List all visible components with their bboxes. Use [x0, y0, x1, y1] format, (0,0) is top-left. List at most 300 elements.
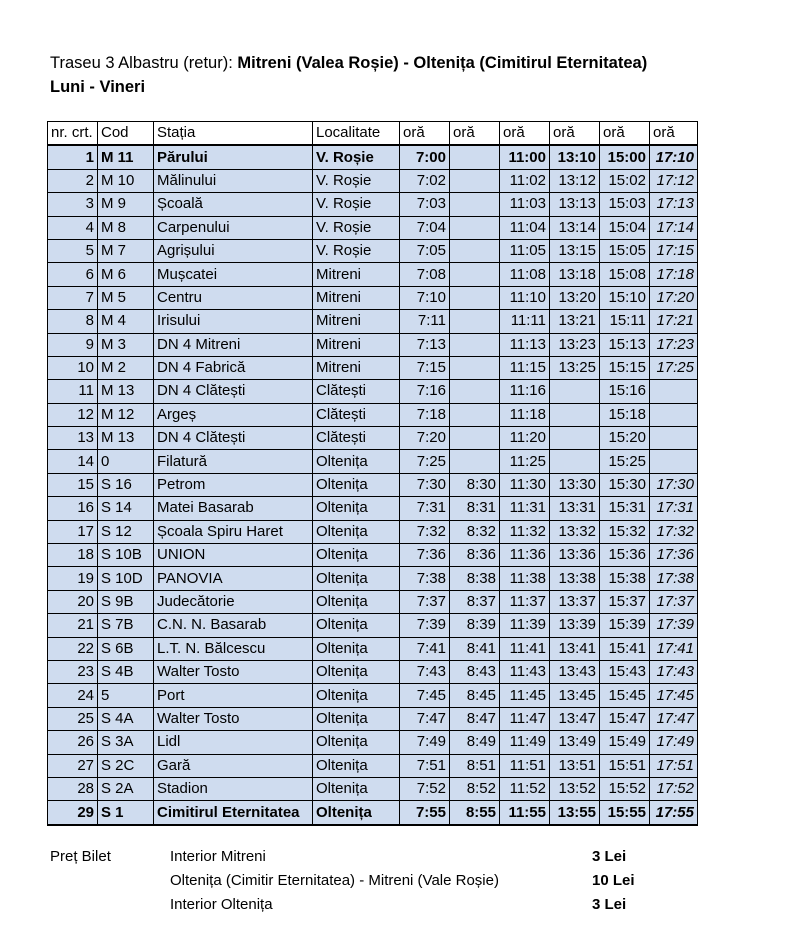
locality-cell: Oltenița — [313, 777, 400, 800]
stop-code-cell: S 1 — [98, 801, 154, 825]
time-cell: 7:08 — [400, 263, 450, 286]
time-cell: 7:37 — [400, 590, 450, 613]
time-cell: 7:03 — [400, 193, 450, 216]
stop-name-cell: Gară — [154, 754, 313, 777]
stop-code-cell: 0 — [98, 450, 154, 473]
time-cell: 17:31 — [650, 497, 698, 520]
stop-name-cell: Walter Tosto — [154, 660, 313, 683]
time-cell: 15:20 — [600, 427, 650, 450]
time-cell: 13:36 — [550, 544, 600, 567]
time-cell: 7:39 — [400, 614, 450, 637]
time-cell: 15:16 — [600, 380, 650, 403]
time-cell: 13:52 — [550, 777, 600, 800]
locality-cell: V. Roșie — [313, 216, 400, 239]
time-cell: 15:05 — [600, 239, 650, 262]
row-number-cell: 18 — [48, 544, 98, 567]
time-cell: 15:10 — [600, 286, 650, 309]
stop-code-cell: 5 — [98, 684, 154, 707]
stop-name-cell: Argeș — [154, 403, 313, 426]
time-cell — [450, 286, 500, 309]
time-cell: 13:23 — [550, 333, 600, 356]
table-row — [48, 520, 698, 543]
time-cell: 17:14 — [650, 216, 698, 239]
time-cell: 15:39 — [600, 614, 650, 637]
time-cell — [550, 380, 600, 403]
time-cell: 8:52 — [450, 777, 500, 800]
locality-cell: V. Roșie — [313, 193, 400, 216]
price-item-value: 10 Lei — [592, 872, 635, 889]
stop-code-cell: S 16 — [98, 473, 154, 496]
time-cell: 11:05 — [500, 239, 550, 262]
stop-code-cell: M 12 — [98, 403, 154, 426]
time-cell: 13:15 — [550, 239, 600, 262]
stop-code-cell: M 13 — [98, 427, 154, 450]
locality-cell: Mitreni — [313, 356, 400, 379]
stop-code-cell: M 4 — [98, 310, 154, 333]
stop-name-cell: Stadion — [154, 777, 313, 800]
stop-code-cell: S 7B — [98, 614, 154, 637]
stop-code-cell: M 3 — [98, 333, 154, 356]
time-cell: 15:55 — [600, 801, 650, 825]
time-cell: 8:43 — [450, 660, 500, 683]
stop-name-cell: Matei Basarab — [154, 497, 313, 520]
col-ora-header: oră — [450, 122, 500, 146]
time-cell: 13:41 — [550, 637, 600, 660]
time-cell: 15:15 — [600, 356, 650, 379]
table-row — [48, 473, 698, 496]
time-cell: 7:32 — [400, 520, 450, 543]
table-body — [48, 145, 698, 824]
locality-cell: Oltenița — [313, 731, 400, 754]
row-number-cell: 21 — [48, 614, 98, 637]
time-cell — [450, 169, 500, 192]
time-cell: 8:39 — [450, 614, 500, 637]
time-cell: 17:49 — [650, 731, 698, 754]
table-row — [48, 777, 698, 800]
time-cell — [550, 427, 600, 450]
row-number-cell: 17 — [48, 520, 98, 543]
time-cell: 15:08 — [600, 263, 650, 286]
time-cell: 15:41 — [600, 637, 650, 660]
locality-cell: Oltenița — [313, 660, 400, 683]
time-cell: 13:45 — [550, 684, 600, 707]
time-cell: 15:43 — [600, 660, 650, 683]
stop-name-cell: Părului — [154, 145, 313, 169]
stop-name-cell: Școala Spiru Haret — [154, 520, 313, 543]
time-cell: 7:16 — [400, 380, 450, 403]
stop-code-cell: M 11 — [98, 145, 154, 169]
time-cell: 17:12 — [650, 169, 698, 192]
row-number-cell: 23 — [48, 660, 98, 683]
time-cell: 11:13 — [500, 333, 550, 356]
stop-code-cell: S 4B — [98, 660, 154, 683]
time-cell — [450, 310, 500, 333]
time-cell: 13:20 — [550, 286, 600, 309]
time-cell: 8:47 — [450, 707, 500, 730]
stop-name-cell: Școală — [154, 193, 313, 216]
stop-name-cell: L.T. N. Bălcescu — [154, 637, 313, 660]
schedule-table — [47, 121, 698, 826]
locality-cell: Oltenița — [313, 567, 400, 590]
row-number-cell: 14 — [48, 450, 98, 473]
time-cell: 7:13 — [400, 333, 450, 356]
locality-cell: Oltenița — [313, 754, 400, 777]
time-cell: 13:32 — [550, 520, 600, 543]
col-cod-header: Cod — [98, 122, 154, 146]
table-row — [48, 333, 698, 356]
time-cell: 13:25 — [550, 356, 600, 379]
time-cell: 13:39 — [550, 614, 600, 637]
time-cell — [450, 403, 500, 426]
locality-cell: V. Roșie — [313, 169, 400, 192]
price-item-name: Oltenița (Cimitir Eternitatea) - Mitreni (Vale Roșie) — [170, 872, 499, 889]
time-cell: 11:52 — [500, 777, 550, 800]
stop-code-cell: M 9 — [98, 193, 154, 216]
table-row — [48, 660, 698, 683]
time-cell: 15:31 — [600, 497, 650, 520]
time-cell: 7:11 — [400, 310, 450, 333]
time-cell: 11:32 — [500, 520, 550, 543]
row-number-cell: 25 — [48, 707, 98, 730]
time-cell: 17:10 — [650, 145, 698, 169]
table-row — [48, 590, 698, 613]
row-number-cell: 7 — [48, 286, 98, 309]
table-row — [48, 801, 698, 825]
time-cell: 17:55 — [650, 801, 698, 825]
table-row — [48, 450, 698, 473]
stop-name-cell: PANOVIA — [154, 567, 313, 590]
time-cell: 11:49 — [500, 731, 550, 754]
locality-cell: Oltenița — [313, 590, 400, 613]
time-cell: 17:18 — [650, 263, 698, 286]
locality-cell: Oltenița — [313, 801, 400, 825]
time-cell: 15:30 — [600, 473, 650, 496]
time-cell: 11:39 — [500, 614, 550, 637]
route-title-stations: Mitreni (Valea Roșie) - Oltenița (Cimitirul Eternitatea) — [237, 54, 648, 72]
time-cell: 13:37 — [550, 590, 600, 613]
time-cell — [450, 216, 500, 239]
time-cell: 11:10 — [500, 286, 550, 309]
col-ora-header: oră — [650, 122, 698, 146]
time-cell: 11:47 — [500, 707, 550, 730]
time-cell: 13:47 — [550, 707, 600, 730]
row-number-cell: 19 — [48, 567, 98, 590]
time-cell: 7:41 — [400, 637, 450, 660]
time-cell: 7:25 — [400, 450, 450, 473]
time-cell: 17:52 — [650, 777, 698, 800]
time-cell: 17:41 — [650, 637, 698, 660]
time-cell: 7:45 — [400, 684, 450, 707]
locality-cell: Mitreni — [313, 333, 400, 356]
time-cell: 15:18 — [600, 403, 650, 426]
time-cell — [450, 427, 500, 450]
time-cell: 15:51 — [600, 754, 650, 777]
time-cell — [650, 380, 698, 403]
time-cell — [450, 239, 500, 262]
table-row — [48, 754, 698, 777]
stop-code-cell: S 6B — [98, 637, 154, 660]
locality-cell: Oltenița — [313, 473, 400, 496]
locality-cell: Mitreni — [313, 310, 400, 333]
row-number-cell: 5 — [48, 239, 98, 262]
time-cell — [450, 193, 500, 216]
time-cell: 11:43 — [500, 660, 550, 683]
locality-cell: Oltenița — [313, 450, 400, 473]
time-cell: 11:15 — [500, 356, 550, 379]
time-cell — [550, 403, 600, 426]
time-cell: 11:20 — [500, 427, 550, 450]
time-cell: 7:43 — [400, 660, 450, 683]
table-row — [48, 544, 698, 567]
time-cell — [550, 450, 600, 473]
time-cell: 13:55 — [550, 801, 600, 825]
time-cell: 7:36 — [400, 544, 450, 567]
time-cell: 7:20 — [400, 427, 450, 450]
table-row — [48, 637, 698, 660]
col-statia-header: Stația — [154, 122, 313, 146]
stop-code-cell: M 10 — [98, 169, 154, 192]
time-cell: 17:51 — [650, 754, 698, 777]
time-cell: 17:30 — [650, 473, 698, 496]
stop-name-cell: C.N. N. Basarab — [154, 614, 313, 637]
stop-code-cell: S 12 — [98, 520, 154, 543]
time-cell: 17:32 — [650, 520, 698, 543]
time-cell: 11:16 — [500, 380, 550, 403]
row-number-cell: 15 — [48, 473, 98, 496]
row-number-cell: 28 — [48, 777, 98, 800]
table-row — [48, 356, 698, 379]
schedule-days: Luni - Vineri — [50, 78, 146, 96]
stop-code-cell: M 7 — [98, 239, 154, 262]
time-cell: 13:38 — [550, 567, 600, 590]
row-number-cell: 4 — [48, 216, 98, 239]
time-cell: 15:04 — [600, 216, 650, 239]
time-cell: 15:47 — [600, 707, 650, 730]
time-cell: 17:20 — [650, 286, 698, 309]
locality-cell: Oltenița — [313, 684, 400, 707]
time-cell: 13:43 — [550, 660, 600, 683]
locality-cell: Oltenița — [313, 637, 400, 660]
time-cell: 17:38 — [650, 567, 698, 590]
col-localitate-header: Localitate — [313, 122, 400, 146]
time-cell: 13:10 — [550, 145, 600, 169]
row-number-cell: 6 — [48, 263, 98, 286]
stop-name-cell: DN 4 Fabrică — [154, 356, 313, 379]
time-cell: 7:31 — [400, 497, 450, 520]
table-row — [48, 497, 698, 520]
time-cell: 17:23 — [650, 333, 698, 356]
stop-name-cell: Mălinului — [154, 169, 313, 192]
time-cell: 8:55 — [450, 801, 500, 825]
time-cell: 15:37 — [600, 590, 650, 613]
time-cell: 17:43 — [650, 660, 698, 683]
time-cell: 8:49 — [450, 731, 500, 754]
table-row — [48, 731, 698, 754]
table-row — [48, 684, 698, 707]
time-cell: 8:36 — [450, 544, 500, 567]
time-cell: 7:51 — [400, 754, 450, 777]
row-number-cell: 2 — [48, 169, 98, 192]
stop-name-cell: DN 4 Mitreni — [154, 333, 313, 356]
time-cell: 11:02 — [500, 169, 550, 192]
stop-name-cell: Petrom — [154, 473, 313, 496]
price-item-name: Interior Oltenița — [170, 896, 273, 913]
time-cell: 15:25 — [600, 450, 650, 473]
row-number-cell: 9 — [48, 333, 98, 356]
locality-cell: Oltenița — [313, 614, 400, 637]
time-cell: 11:51 — [500, 754, 550, 777]
stop-code-cell: M 5 — [98, 286, 154, 309]
stop-name-cell: Port — [154, 684, 313, 707]
table-row — [48, 567, 698, 590]
locality-cell: Oltenița — [313, 520, 400, 543]
locality-cell: Oltenița — [313, 544, 400, 567]
stop-name-cell: Judecătorie — [154, 590, 313, 613]
time-cell: 11:11 — [500, 310, 550, 333]
table-row — [48, 427, 698, 450]
time-cell: 7:04 — [400, 216, 450, 239]
stop-name-cell: DN 4 Clătești — [154, 427, 313, 450]
table-row — [48, 239, 698, 262]
row-number-cell: 13 — [48, 427, 98, 450]
row-number-cell: 10 — [48, 356, 98, 379]
row-number-cell: 1 — [48, 145, 98, 169]
stop-name-cell: DN 4 Clătești — [154, 380, 313, 403]
time-cell: 8:37 — [450, 590, 500, 613]
time-cell — [450, 450, 500, 473]
time-cell: 15:49 — [600, 731, 650, 754]
locality-cell: Oltenița — [313, 707, 400, 730]
col-ora-header: oră — [600, 122, 650, 146]
time-cell — [450, 356, 500, 379]
time-cell: 7:55 — [400, 801, 450, 825]
locality-cell: V. Roșie — [313, 145, 400, 169]
time-cell: 7:15 — [400, 356, 450, 379]
time-cell: 11:18 — [500, 403, 550, 426]
stop-name-cell: Carpenului — [154, 216, 313, 239]
row-number-cell: 8 — [48, 310, 98, 333]
time-cell: 17:37 — [650, 590, 698, 613]
time-cell: 13:49 — [550, 731, 600, 754]
stop-code-cell: M 6 — [98, 263, 154, 286]
time-cell: 7:00 — [400, 145, 450, 169]
locality-cell: Clătești — [313, 380, 400, 403]
table-row — [48, 169, 698, 192]
time-cell: 7:30 — [400, 473, 450, 496]
time-cell: 7:18 — [400, 403, 450, 426]
stop-name-cell: Irisului — [154, 310, 313, 333]
table-header-row — [48, 122, 698, 146]
row-number-cell: 24 — [48, 684, 98, 707]
time-cell: 11:03 — [500, 193, 550, 216]
time-cell: 11:31 — [500, 497, 550, 520]
time-cell: 11:41 — [500, 637, 550, 660]
time-cell: 13:18 — [550, 263, 600, 286]
time-cell: 11:08 — [500, 263, 550, 286]
time-cell: 17:45 — [650, 684, 698, 707]
time-cell: 13:31 — [550, 497, 600, 520]
time-cell: 8:30 — [450, 473, 500, 496]
stop-code-cell: S 9B — [98, 590, 154, 613]
time-cell: 15:52 — [600, 777, 650, 800]
time-cell — [650, 427, 698, 450]
time-cell: 17:15 — [650, 239, 698, 262]
time-cell: 7:47 — [400, 707, 450, 730]
stop-name-cell: Cimitirul Eternitatea — [154, 801, 313, 825]
time-cell — [450, 263, 500, 286]
stop-code-cell: M 8 — [98, 216, 154, 239]
stop-name-cell: Lidl — [154, 731, 313, 754]
time-cell: 7:02 — [400, 169, 450, 192]
stop-code-cell: S 2C — [98, 754, 154, 777]
stop-code-cell: S 4A — [98, 707, 154, 730]
time-cell: 11:00 — [500, 145, 550, 169]
time-cell — [650, 403, 698, 426]
time-cell: 7:10 — [400, 286, 450, 309]
stop-name-cell: Centru — [154, 286, 313, 309]
table-row — [48, 145, 698, 169]
time-cell: 8:38 — [450, 567, 500, 590]
time-cell: 11:36 — [500, 544, 550, 567]
time-cell: 11:38 — [500, 567, 550, 590]
time-cell: 11:25 — [500, 450, 550, 473]
table-row — [48, 286, 698, 309]
time-cell: 17:47 — [650, 707, 698, 730]
time-cell: 13:30 — [550, 473, 600, 496]
time-cell: 13:12 — [550, 169, 600, 192]
price-item-value: 3 Lei — [592, 848, 627, 865]
time-cell: 15:00 — [600, 145, 650, 169]
stop-name-cell: Walter Tosto — [154, 707, 313, 730]
stop-code-cell: S 2A — [98, 777, 154, 800]
table-row — [48, 216, 698, 239]
time-cell: 13:21 — [550, 310, 600, 333]
route-title-prefix: Traseu 3 Albastru (retur): — [50, 54, 238, 72]
table-row — [48, 310, 698, 333]
time-cell: 11:37 — [500, 590, 550, 613]
col-ora-header: oră — [400, 122, 450, 146]
table-row — [48, 263, 698, 286]
time-cell — [450, 145, 500, 169]
locality-cell: Mitreni — [313, 286, 400, 309]
time-cell: 11:04 — [500, 216, 550, 239]
time-cell: 15:38 — [600, 567, 650, 590]
row-number-cell: 27 — [48, 754, 98, 777]
time-cell: 7:52 — [400, 777, 450, 800]
table-row — [48, 707, 698, 730]
row-number-cell: 29 — [48, 801, 98, 825]
time-cell: 17:13 — [650, 193, 698, 216]
time-cell: 15:32 — [600, 520, 650, 543]
time-cell: 15:45 — [600, 684, 650, 707]
time-cell: 8:32 — [450, 520, 500, 543]
time-cell: 15:36 — [600, 544, 650, 567]
time-cell: 8:31 — [450, 497, 500, 520]
route-title — [50, 52, 647, 74]
time-cell: 17:25 — [650, 356, 698, 379]
time-cell: 13:13 — [550, 193, 600, 216]
time-cell: 11:30 — [500, 473, 550, 496]
row-number-cell: 26 — [48, 731, 98, 754]
row-number-cell: 16 — [48, 497, 98, 520]
time-cell: 15:13 — [600, 333, 650, 356]
time-cell: 11:45 — [500, 684, 550, 707]
table-row — [48, 614, 698, 637]
row-number-cell: 20 — [48, 590, 98, 613]
stop-code-cell: S 14 — [98, 497, 154, 520]
table-row — [48, 403, 698, 426]
table-row — [48, 193, 698, 216]
